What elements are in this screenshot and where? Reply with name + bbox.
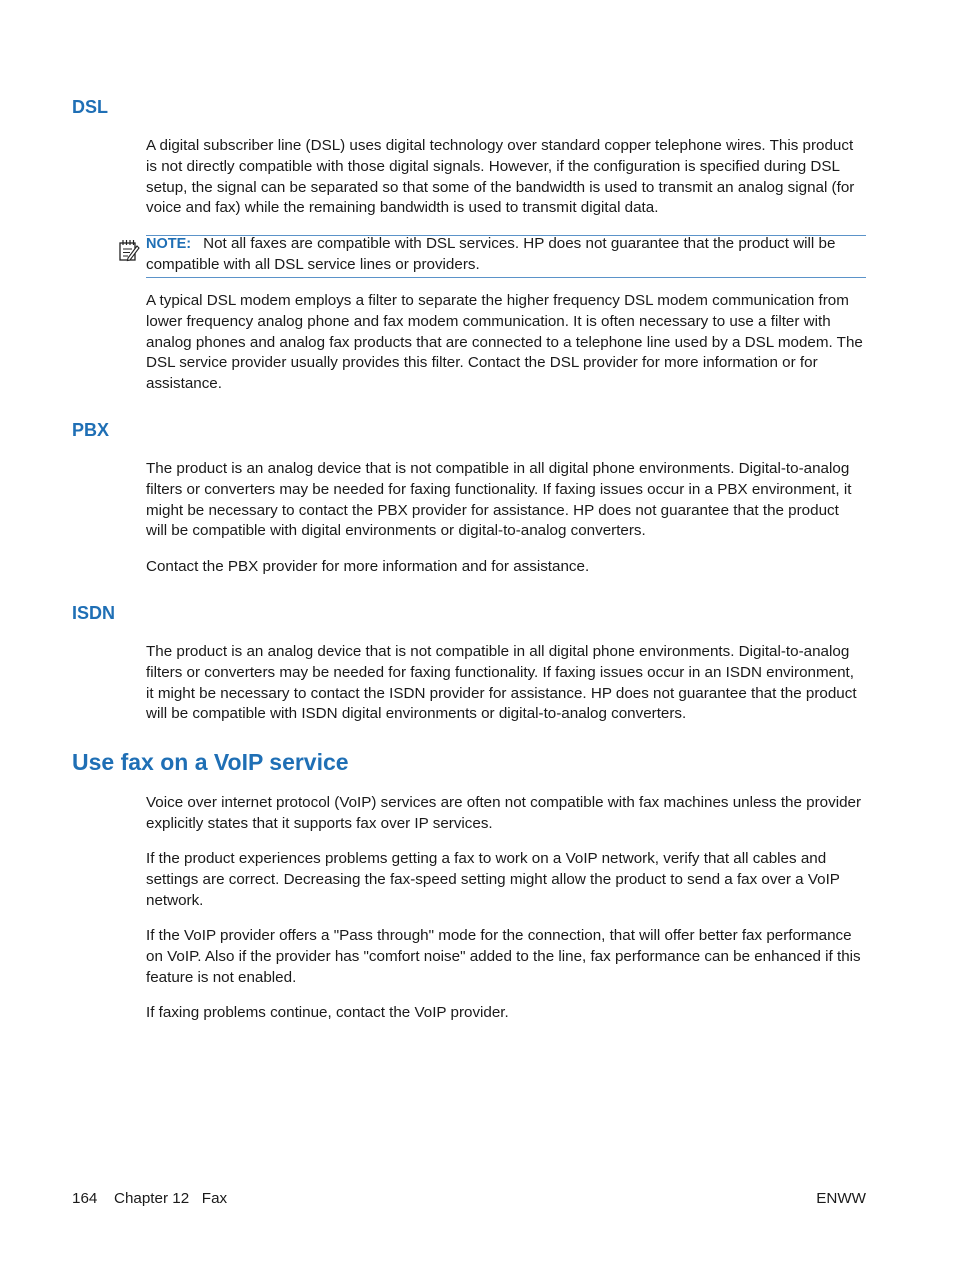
note-label: NOTE:: [146, 236, 192, 252]
section-heading-voip: Use fax on a VoIP service: [72, 749, 349, 775]
voip-paragraph-2: If the product experiences problems getting a fax to work on a VoIP network, verify that all cables and settings are correct. Decreasing the fax-speed setting might allow the product to send a fax over a VoIP network.: [146, 850, 840, 909]
footer-enww: ENWW: [816, 1190, 866, 1207]
dsl-paragraph-2: A typical DSL modem employs a filter to separate the higher frequency DSL modem communication from lower frequency analog phone and fax modem communication. It is often necessary to use a filter with analog phones and analog fax products that are connected to a telephone line used by a DSL modem. The DSL service provider usually provides this filter. Contact the DSL provider for more information or for assistance.: [146, 292, 863, 393]
isdn-paragraph-1: The product is an analog device that is not compatible in all digital phone environments. Digital-to-analog filters or converters may be needed for faxing functionality. If faxing issues occur in an ISDN environment, it might be necessary to contact the ISDN provider for assistance. HP does not guarantee that the product will be compatible with ISDN digital environments or digital-to-analog converters.: [146, 643, 857, 723]
note-content: [146, 234, 864, 276]
dsl-paragraph-1: A digital subscriber line (DSL) uses digital technology over standard copper telephone wires. This product is not directly compatible with those digital signals. However, if the configuration is specified during DSL setup, the signal can be separated so that some of the bandwidth is used to transmit an analog signal (for voice and fax) while the remaining bandwidth is used to transmit digital data.: [146, 137, 855, 217]
section-heading-dsl: DSL: [72, 97, 108, 117]
footer-page-number: 164: [72, 1190, 98, 1207]
section-heading-pbx: PBX: [72, 420, 110, 440]
note-pad-icon: [118, 238, 140, 262]
voip-paragraph-1: Voice over internet protocol (VoIP) services are often not compatible with fax machines unless the provider explicitly states that it supports fax over IP services.: [146, 794, 862, 832]
voip-paragraph-3: If the VoIP provider offers a "Pass through" mode for the connection, that will offer better fax performance on VoIP. Also if the provider has "comfort noise" added to the line, fax performance can be enhanced if this feature is not enabled.: [146, 927, 861, 986]
section-heading-isdn: ISDN: [72, 603, 116, 623]
note-text: Not all faxes are compatible with DSL services. HP does not guarantee that the product will be compatible with all DSL service lines or providers.: [146, 235, 836, 273]
footer-chapter: Chapter 12 Fax: [114, 1190, 228, 1207]
pbx-paragraph-1: The product is an analog device that is not compatible in all digital phone environments. Digital-to-analog filters or converters may be needed for faxing functionality. If faxing issues occur in a PBX environment, it might be necessary to contact the PBX provider for assistance. HP does not guarantee that the product will be compatible with digital environments or digital-to-analog converters.: [146, 460, 852, 540]
voip-paragraph-4: If faxing problems continue, contact the VoIP provider.: [146, 1004, 509, 1021]
pbx-paragraph-2: Contact the PBX provider for more information and for assistance.: [146, 558, 590, 575]
